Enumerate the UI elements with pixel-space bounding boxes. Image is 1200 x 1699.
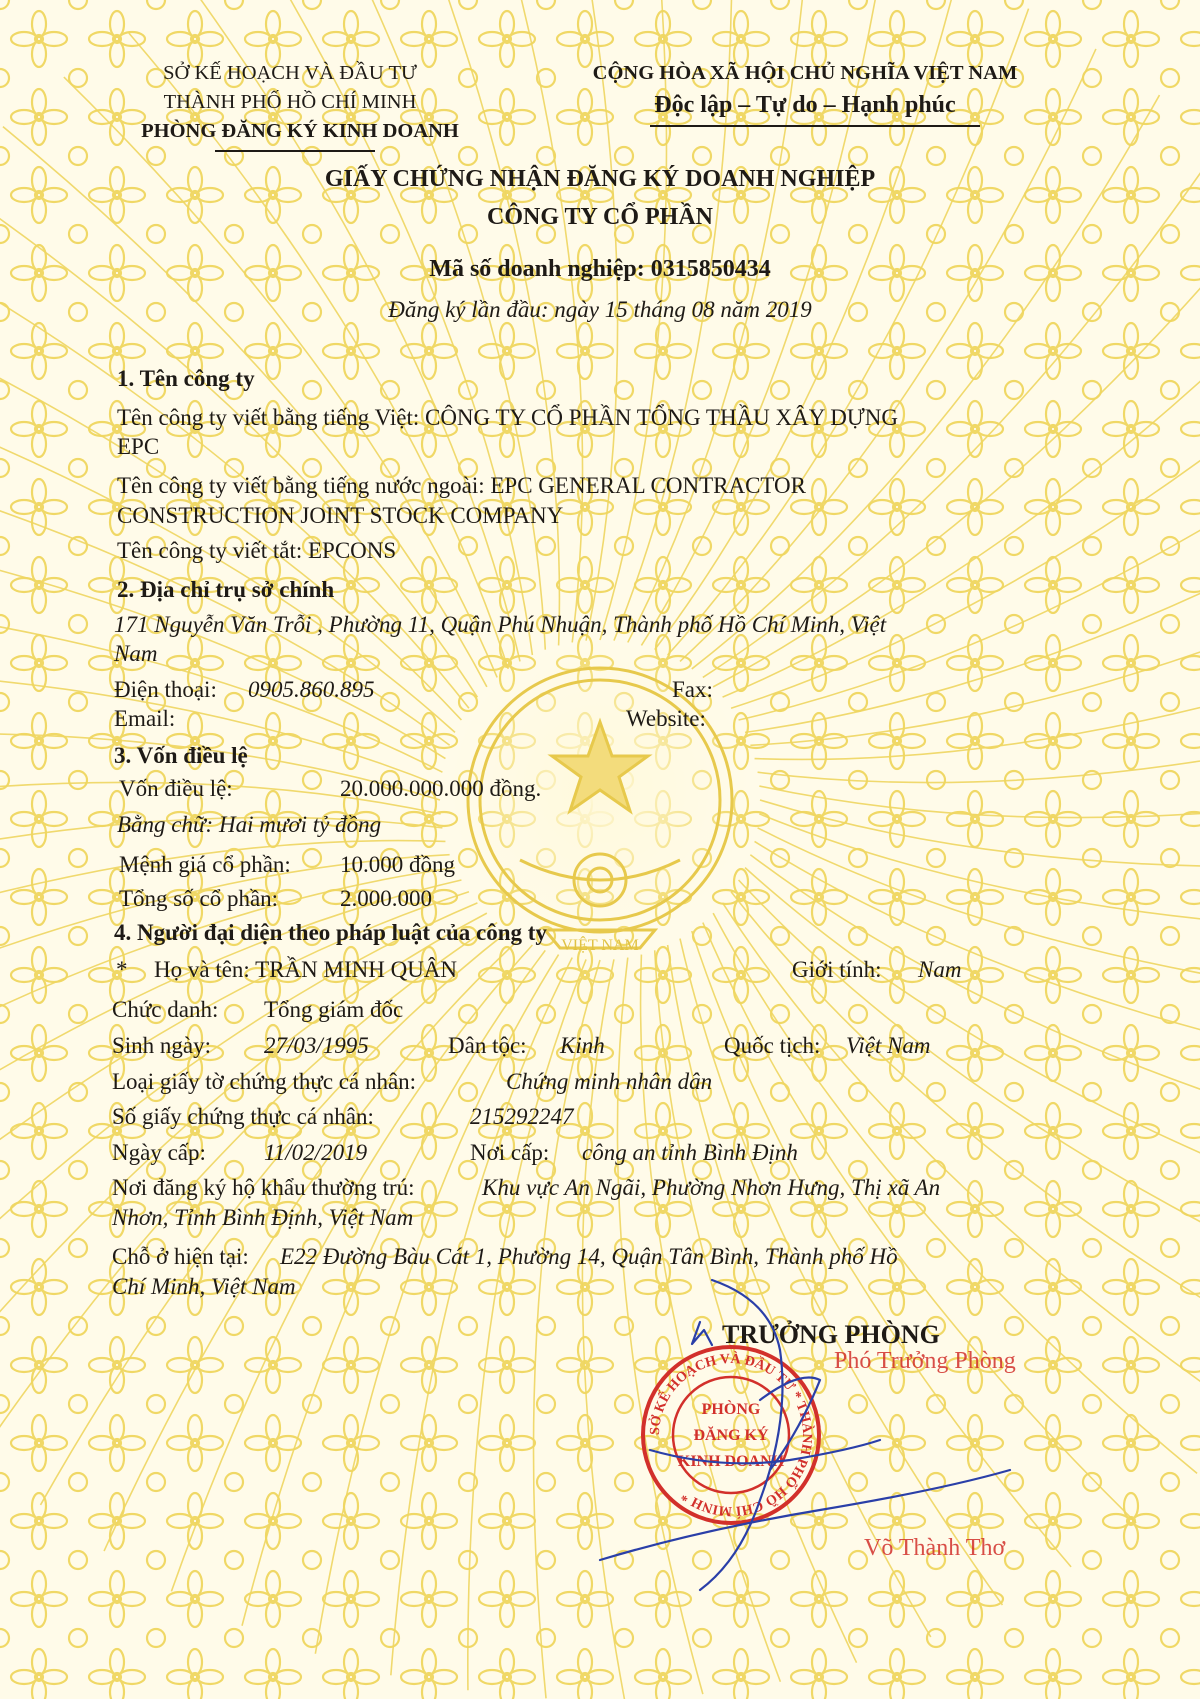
official-red-stamp [636,1340,826,1530]
id-number-value: 215292247 [470,1104,574,1129]
dob-label: Sinh ngày: [112,1033,212,1058]
ethnic-label: Dân tộc: [448,1033,527,1058]
bullet: * [116,957,128,982]
id-type-value: Chứng minh nhân dân [506,1069,713,1094]
vn-name-line-1: Tên công ty viết bằng tiếng Việt: CÔNG TY CỔ PHẦN TỔNG THẦU XÂY DỰNG [117,405,898,430]
agency-line-1: SỞ KẾ HOẠCH VÀ ĐẦU TƯ [163,62,417,84]
residence-label: Nơi đăng ký hộ khẩu thường trú: [112,1175,415,1200]
certificate-title: GIẤY CHỨNG NHẬN ĐĂNG KÝ DOANH NGHIỆP [324,166,876,192]
dob-value: 27/03/1995 [264,1033,369,1058]
id-number-label: Số giấy chứng thực cá nhân: [112,1104,374,1129]
email-label: Email: [114,706,176,731]
section-2-heading: 2. Địa chỉ trụ sở chính [117,577,335,602]
position-value: Tổng giám đốc [264,997,404,1022]
fax-label: Fax: [672,677,713,702]
address-line-2: Nam [114,641,158,666]
motto-line: Độc lập – Tự do – Hạnh phúc [654,92,956,118]
capital-in-words: Bằng chữ: Hai mươi tỷ đồng [117,812,382,837]
foreign-name-line-1: Tên công ty viết bằng tiếng nước ngoài: EPC GENERAL CONTRACTOR [117,473,807,498]
enterprise-code: Mã số doanh nghiệp: 0315850434 [429,256,771,282]
company-type: CÔNG TY CỔ PHẦN [486,204,713,230]
foreign-name-line-2: CONSTRUCTION JOINT STOCK COMPANY [117,503,564,528]
par-value-label: Mệnh giá cổ phần: [119,852,291,877]
agency-line-3: PHÒNG ĐĂNG KÝ KINH DOANH [141,120,459,142]
signer-role: TRƯỞNG PHÒNG [722,1320,940,1349]
issue-date-value: 11/02/2019 [264,1140,368,1165]
country-line: CỘNG HÒA XÃ HỘI CHỦ NGHĨA VIỆT NAM [592,62,1018,84]
agency-line-2: THÀNH PHỐ HỒ CHÍ MINH [163,91,417,113]
signer-name: Võ Thành Thơ [864,1535,1006,1561]
id-type-label: Loại giấy tờ chứng thực cá nhân: [112,1069,417,1094]
section-1-heading: 1. Tên công ty [117,366,255,391]
current-address-line-1: E22 Đường Bàu Cát 1, Phường 14, Quận Tân Bình, Thành phố Hồ [280,1244,898,1269]
residence-line-2: Nhơn, Tỉnh Bình Định, Việt Nam [112,1205,414,1230]
gender-value: Nam [918,957,962,982]
registration-date: Đăng ký lần đầu: ngày 15 tháng 08 năm 2019 [388,297,812,322]
issue-place-value: công an tỉnh Bình Định [582,1140,798,1165]
nationality-value: Việt Nam [846,1033,931,1058]
ethnic-value: Kinh [560,1033,605,1058]
par-value: 10.000 đồng [340,852,455,877]
issue-place-label: Nơi cấp: [470,1140,550,1165]
section-4-heading: 4. Người đại diện theo pháp luật của công ty [114,920,547,945]
section-3-heading: 3. Vốn điều lệ [114,743,248,768]
motto-underline [650,125,980,127]
nationality-label: Quốc tịch: [724,1033,821,1058]
rep-name: Họ và tên: TRẦN MINH QUÂN [154,957,458,982]
website-label: Website: [626,706,706,731]
capital-value: 20.000.000.000 đồng. [340,776,542,801]
position-label: Chức danh: [112,997,219,1022]
shares-label: Tổng số cổ phần: [119,886,279,911]
phone-value: 0905.860.895 [248,677,375,702]
agency-underline [215,150,375,152]
shares-value: 2.000.000 [340,886,432,911]
current-address-label: Chỗ ở hiện tại: [112,1244,249,1269]
emblem-text: VIỆT NAM [561,937,639,954]
deputy-title: Phó Trưởng Phòng [834,1348,1016,1374]
stamp-ring-text: SỞ KẾ HOẠCH VÀ ĐẦU TƯ * THÀNH PHỐ HỒ CHÍ MINH * [647,1351,815,1519]
residence-line-1: Khu vực An Ngãi, Phường Nhơn Hưng, Thị xã An [482,1175,941,1200]
phone-label: Điện thoại: [114,677,217,702]
vn-name-line-2: EPC [117,434,160,459]
issue-date-label: Ngày cấp: [112,1140,206,1165]
capital-label: Vốn điều lệ: [119,776,233,801]
address-line-1: 171 Nguyễn Văn Trỗi , Phường 11, Quận Phú Nhuận, Thành phố Hồ Chí Minh, Việt [114,612,887,637]
current-address-line-2: Chí Minh, Việt Nam [112,1274,296,1299]
short-name: Tên công ty viết tắt: EPCONS [117,538,397,563]
stamp-line-1: PHÒNG [701,1401,761,1418]
stamp-line-2: ĐĂNG KÝ [693,1427,769,1444]
stamp-line-3: KINH DOANH [677,1453,785,1470]
gender-label: Giới tính: [792,957,882,982]
